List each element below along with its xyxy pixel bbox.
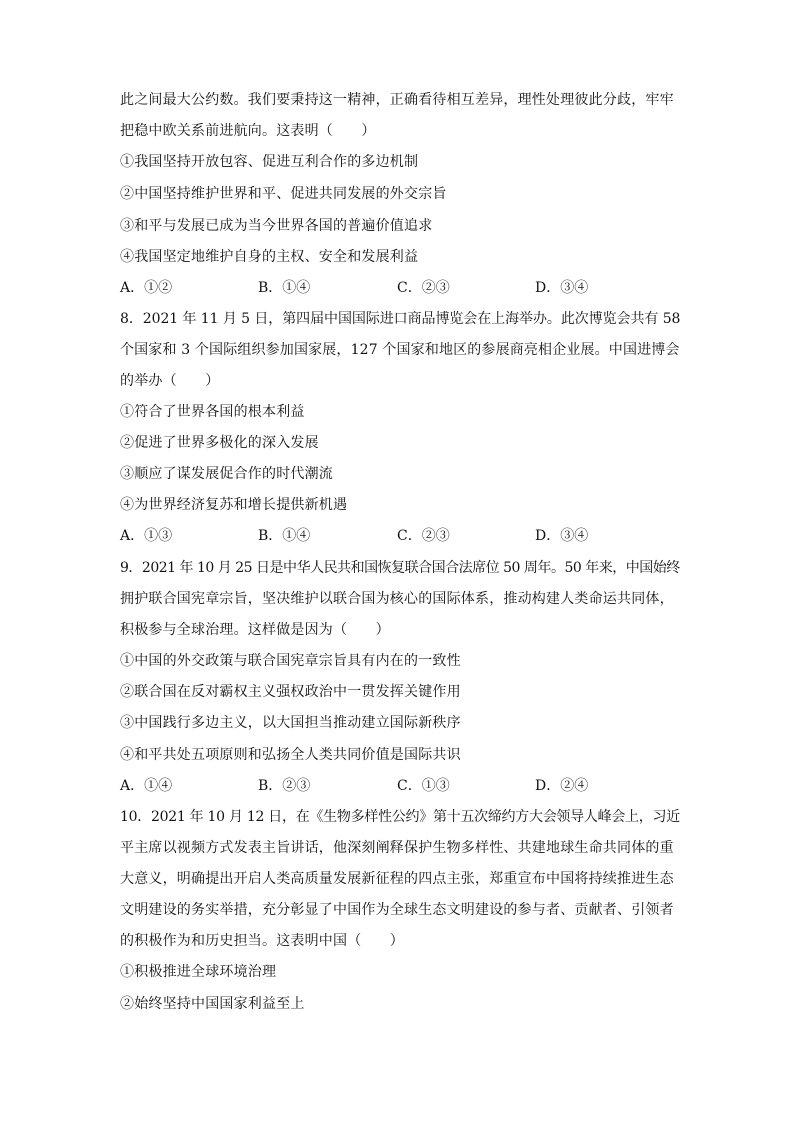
q8-statement: ④为世界经济复苏和增长提供新机遇 bbox=[120, 497, 348, 513]
q7-statement: ②中国坚持维护世界和平、促进共同发展的外交宗旨 bbox=[120, 186, 447, 202]
q8-stem-line: 的举办（ ） bbox=[120, 373, 220, 389]
q8-statement: ①符合了世界各国的根本利益 bbox=[120, 404, 305, 420]
q9-statement: ③中国践行多边主义，以大国担当推动建立国际新秩序 bbox=[120, 715, 461, 731]
q9-option-b: B．②③ bbox=[258, 778, 311, 794]
q10-stem-line: 大意义，明确提出开启人类高质量发展新征程的四点主张，郑重宣布中国将持续推进生态 bbox=[120, 871, 674, 887]
q7-option-b: B．①④ bbox=[258, 280, 311, 296]
q10-stem-line: 的积极作为和历史担当。这表明中国（ ） bbox=[120, 933, 404, 949]
q7-statement: ③和平与发展已成为当今世界各国的普遍价值追求 bbox=[120, 218, 433, 234]
q10-stem-line: 平主席以视频方式发表主旨讲话，他深刻阐释保护生物多样性、共建地球生命共同体的重 bbox=[120, 840, 674, 856]
q9-stem-line: 积极参与全球治理。这样做是因为（ ） bbox=[120, 622, 390, 638]
q7-statement: ④我国坚定地维护自身的主权、安全和发展利益 bbox=[120, 249, 419, 265]
q10-stem-line: 文明建设的务实举措，充分彰显了中国作为全球生态文明建设的参与者、贡献者、引领者 bbox=[120, 902, 674, 918]
q7-option-a: A．①② bbox=[120, 280, 173, 296]
q9-stem-line: 9．2021 年 10 月 25 日是中华人民共和国恢复联合国合法席位 50 周年。50 年来，中国始终 bbox=[120, 560, 680, 576]
q8-option-b: B．①④ bbox=[258, 528, 311, 544]
q8-stem-line: 8．2021 年 11 月 5 日，第四届中国国际进口商品博览会在上海举办。此次博览会共有 58 bbox=[120, 311, 681, 327]
q8-option-a: A．①③ bbox=[120, 528, 173, 544]
q8-stem-line: 个国家和 3 个国际组织参加国家展，127 个国家和地区的参展商亮相企业展。中国进博会 bbox=[120, 342, 680, 358]
q9-statement: ①中国的外交政策与联合国宪章宗旨具有内在的一致性 bbox=[120, 653, 461, 669]
q7-option-c: C．②③ bbox=[397, 280, 450, 296]
q9-statement: ④和平共处五项原则和弘扬全人类共同价值是国际共识 bbox=[120, 747, 461, 763]
q7-stem-line: 把稳中欧关系前进航向。这表明（ ） bbox=[120, 123, 376, 139]
q10-statement: ②始终坚持中国国家利益至上 bbox=[120, 996, 305, 1012]
q9-option-a: A．①④ bbox=[120, 778, 173, 794]
q10-stem-line: 10．2021 年 10 月 12 日，在《生物多样性公约》第十五次缔约方大会领导人峰会上，习近 bbox=[120, 809, 680, 825]
q7-option-d: D．③④ bbox=[535, 280, 589, 296]
q9-statement: ②联合国在反对霸权主义强权政治中一贯发挥关键作用 bbox=[120, 684, 461, 700]
q8-statement: ②促进了世界多极化的深入发展 bbox=[120, 435, 319, 451]
q7-stem-line: 此之间最大公约数。我们要秉持这一精神，正确看待相互差异，理性处理彼此分歧，牢牢 bbox=[120, 92, 674, 108]
q8-option-d: D．③④ bbox=[535, 528, 589, 544]
q9-option-c: C．①③ bbox=[397, 778, 450, 794]
q9-option-d: D．②④ bbox=[535, 778, 589, 794]
q8-statement: ③顺应了谋发展促合作的时代潮流 bbox=[120, 466, 333, 482]
q9-stem-line: 拥护联合国宪章宗旨，坚决维护以联合国为核心的国际体系，推动构建人类命运共同体， bbox=[120, 591, 674, 607]
q7-statement: ①我国坚持开放包容、促进互利合作的多边机制 bbox=[120, 154, 419, 170]
q8-option-c: C．②③ bbox=[397, 528, 450, 544]
q10-statement: ①积极推进全球环境治理 bbox=[120, 964, 277, 980]
